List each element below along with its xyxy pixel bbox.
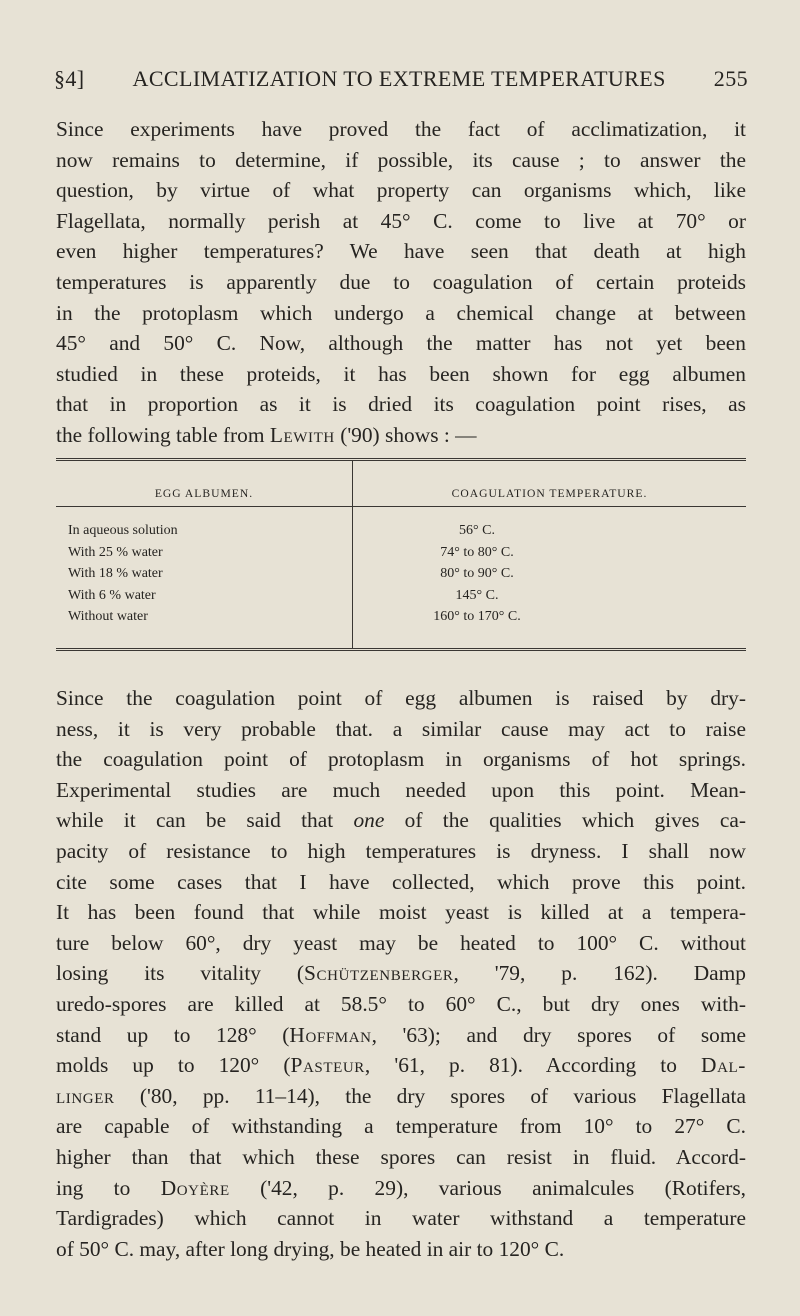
- text-fragment: of the qualities which gives ca-: [384, 808, 746, 833]
- running-title: ACCLIMATIZATION TO EXTREME TEMPERATURES: [132, 66, 666, 91]
- text-line: in the protoplasm which undergo a chemical change at between: [56, 300, 746, 325]
- text-fragment: ('80, pp. 11–14), the dry spores of various Flagellata: [114, 1083, 746, 1108]
- text-line: [56, 805, 746, 836]
- text-line: Flagellata, normally perish at 45° C. come to live at 70° or: [56, 208, 746, 233]
- author-citation: Pasteur: [290, 1053, 365, 1078]
- text-line: now remains to determine, if possible, its cause ; to answer the: [56, 147, 746, 172]
- paragraph-dryness: [56, 683, 746, 1264]
- text-line: the coagulation point of protoplasm in organisms of hot springs.: [56, 747, 746, 772]
- table-cell-temperature: 56° C.: [459, 523, 495, 538]
- text-line: [56, 1173, 746, 1204]
- table-row: [56, 523, 746, 545]
- author-citation: linger: [56, 1083, 115, 1108]
- text-fragment: ('90) shows : —: [334, 422, 477, 447]
- text-line: studied in these proteids, it has been shown for egg albumen: [56, 361, 746, 386]
- page-number: 255: [713, 66, 748, 91]
- text-line: [56, 958, 746, 989]
- table-row: [56, 545, 746, 567]
- text-line: [56, 420, 746, 451]
- text-line: Experimental studies are much needed upon this point. Mean-: [56, 777, 746, 802]
- text-line: [56, 1020, 746, 1051]
- table-cell-temperature: 160° to 170° C.: [433, 609, 521, 624]
- author-citation: Dal-: [701, 1053, 747, 1078]
- text-line: Since experiments have proved the fact of acclimatization, it: [56, 117, 746, 141]
- text-line: temperatures is apparently due to coagulation of certain proteids: [56, 269, 746, 294]
- text-fragment: losing its vitality (: [56, 961, 305, 986]
- table-cell-condition: In aqueous solution: [68, 523, 178, 538]
- text-fragment: , '79, p. 162). Damp: [453, 961, 746, 986]
- section-mark: §4]: [54, 66, 85, 91]
- table-cell-condition: Without water: [68, 609, 148, 624]
- table-cell-condition: With 25 % water: [68, 544, 163, 560]
- text-fragment: ('42, p. 29), various animalcules (Rotifers,: [229, 1175, 746, 1200]
- text-line: of 50° C. may, after long drying, be heated in air to 120° C.: [56, 1236, 565, 1261]
- text-line: uredo-spores are killed at 58.5° to 60° C., but dry ones with-: [56, 991, 746, 1016]
- table-cell-temperature: 80° to 90° C.: [440, 566, 514, 581]
- table-row: [56, 566, 746, 588]
- emphasis: one: [353, 808, 385, 833]
- text-line: pacity of resistance to high temperatures is dryness. I shall now: [56, 838, 746, 863]
- text-line: Tardigrades) which cannot in water withstand a temperature: [56, 1206, 746, 1231]
- header-rule: [56, 506, 746, 507]
- author-citation: Lewith: [269, 422, 335, 447]
- text-line: that in proportion as it is dried its coagulation point rises, as: [56, 392, 746, 417]
- text-line: [56, 1050, 746, 1081]
- text-line: higher than that which these spores can resist in fluid. Accord-: [56, 1144, 746, 1169]
- text-line: even higher temperatures? We have seen that death at high: [56, 239, 746, 264]
- text-fragment: , '63); and dry spores of some: [371, 1022, 746, 1047]
- table-cell-temperature: 74° to 80° C.: [440, 544, 514, 560]
- author-citation: Hoffman: [289, 1022, 372, 1047]
- column-header-coagulation-temperature: COAGULATION TEMPERATURE.: [451, 487, 648, 500]
- text-line: ture below 60°, dry yeast may be heated to 100° C. without: [56, 930, 746, 955]
- column-header-egg-albumen: EGG ALBUMEN.: [154, 487, 254, 500]
- text-fragment: while it can be said that: [56, 808, 354, 833]
- text-fragment: molds up to 120° (: [56, 1053, 291, 1078]
- table-body: [56, 523, 746, 631]
- table-cell-condition: With 6 % water: [68, 587, 156, 603]
- table-row: [56, 588, 746, 610]
- running-head: [54, 66, 748, 92]
- table-cell-condition: With 18 % water: [68, 566, 163, 581]
- table-cell-temperature: 145° C.: [455, 587, 499, 603]
- text-fragment: ing to: [56, 1175, 161, 1200]
- text-line: It has been found that while moist yeast is killed at a tempera-: [56, 900, 746, 925]
- text-line: cite some cases that I have collected, which prove this point.: [56, 869, 746, 894]
- text-line: question, by virtue of what property can organisms which, like: [56, 178, 746, 203]
- text-line: are capable of withstanding a temperature from 10° to 27° C.: [56, 1114, 746, 1139]
- text-line: Since the coagulation point of egg albumen is raised by dry-: [56, 686, 746, 710]
- author-citation: Schützenberger: [304, 961, 454, 986]
- table-row: [56, 609, 746, 631]
- text-line: 45° and 50° C. Now, although the matter has not yet been: [56, 331, 746, 356]
- text-fragment: stand up to 128° (: [56, 1022, 290, 1047]
- text-fragment: the following table from: [56, 422, 270, 447]
- author-citation: Doyère: [160, 1175, 230, 1200]
- text-fragment: , '61, p. 81). According to: [364, 1053, 702, 1078]
- text-line: ness, it is very probable that. a similar cause may act to raise: [56, 716, 746, 741]
- albumen-coagulation-table: [56, 458, 746, 651]
- paragraph-acclimatization: [56, 114, 746, 451]
- text-line: [56, 1081, 746, 1112]
